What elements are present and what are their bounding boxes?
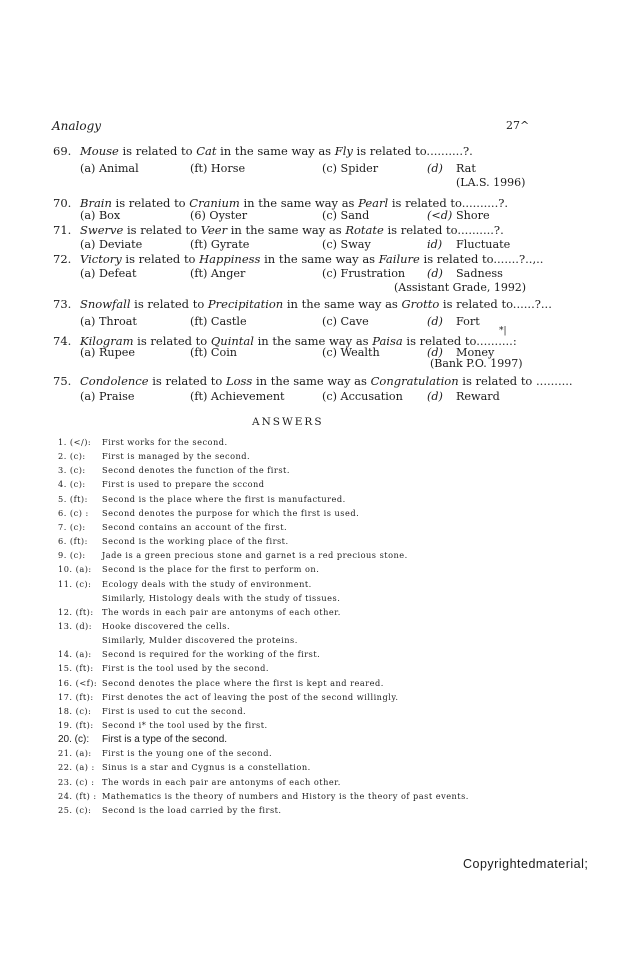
- answer-option: Reward: [456, 390, 500, 403]
- question-text: is related to: [130, 297, 208, 311]
- answer-item: [58, 621, 230, 631]
- question-source: (LA.S. 1996): [456, 176, 526, 189]
- question-text: Failure: [378, 252, 420, 266]
- answer-item: [58, 663, 269, 673]
- answer-key: 24. (ft) :: [58, 790, 97, 801]
- answer-option: (d): [427, 315, 443, 328]
- answer-option: (c) Spider: [322, 162, 379, 175]
- question-text: in the same way as: [283, 297, 402, 311]
- answer-explanation: Similarly, Mulder discovered the proteins.: [102, 635, 298, 646]
- answer-item: [102, 593, 340, 603]
- answer-item: [58, 550, 408, 560]
- answer-option: (<d): [427, 209, 453, 222]
- answer-option: (a) Animal: [80, 162, 139, 175]
- answer-key: 15. (ft):: [58, 663, 94, 674]
- answer-explanation: First is the young one of the second.: [102, 748, 273, 759]
- question-text: Paisa: [372, 334, 403, 348]
- answer-explanation: Second denotes the purpose for which the first is used.: [102, 507, 360, 518]
- question-text: ..........: [532, 374, 573, 388]
- question-number: 73.: [53, 297, 72, 311]
- answer-item: [58, 791, 469, 801]
- question-text: is related to: [118, 144, 197, 158]
- answer-item: [58, 479, 265, 489]
- question-number: 75.: [53, 374, 72, 388]
- question-text: is related to: [352, 144, 427, 158]
- answer-option: (c) Cave: [322, 315, 369, 328]
- answer-explanation: First is a type of the second.: [102, 734, 228, 746]
- answer-option: (c) Sand: [322, 209, 370, 222]
- question-text: Snowfall: [80, 297, 131, 311]
- answer-item: [58, 777, 341, 787]
- answer-option: (ft) Anger: [190, 267, 246, 280]
- answer-key: 18. (c):: [58, 705, 92, 716]
- question-text: Precipitation: [207, 297, 284, 311]
- question-stem: [53, 252, 543, 266]
- question-text: is related to: [383, 223, 458, 237]
- question-text: is related to: [121, 252, 200, 266]
- question-source: (Assistant Grade, 1992): [394, 281, 527, 294]
- answer-explanation: Second denotes the function of the first.: [102, 465, 290, 476]
- answer-option: (a) Rupee: [80, 346, 135, 359]
- question-stem: [53, 223, 504, 237]
- answer-key: 3. (c):: [58, 465, 86, 476]
- answer-key: 14. (a):: [58, 649, 92, 660]
- answer-option: Sadness: [456, 267, 503, 280]
- answer-option: Fort: [456, 315, 480, 328]
- question-text: Fly: [334, 144, 353, 158]
- answer-key: 22. (a) :: [58, 762, 95, 773]
- answer-option: (ft) Coin: [190, 346, 238, 359]
- question-text: in the same way as: [227, 223, 346, 237]
- answer-key: 20. (c):: [58, 734, 90, 746]
- answer-option: (ft) Achievement: [190, 390, 285, 403]
- question-text: ..........?.: [457, 223, 504, 237]
- answer-explanation: The words in each pair are antonyms of each other.: [102, 606, 341, 617]
- answer-option: (ft) Castle: [190, 315, 247, 328]
- answer-explanation: Mathematics is the theory of numbers and History is the theory of past events.: [102, 790, 469, 801]
- question-text: Veer: [200, 223, 228, 237]
- question-text: Condolence: [80, 374, 149, 388]
- question-text: Victory: [80, 252, 122, 266]
- question-text: ..........?.: [461, 196, 509, 210]
- answer-item: [58, 494, 346, 504]
- question-number: 74.: [53, 334, 72, 348]
- question-text: in the same way as: [252, 374, 371, 388]
- answer-option: (c) Sway: [322, 238, 371, 251]
- answer-option: Shore: [456, 209, 490, 222]
- answer-option: Rat: [456, 162, 476, 175]
- answer-key: 21. (a):: [58, 748, 92, 759]
- answer-item: [58, 692, 398, 702]
- answer-item: [58, 748, 272, 758]
- question-text: Mouse: [80, 144, 119, 158]
- question-text: ..........?.: [426, 144, 473, 158]
- answer-item: [58, 649, 320, 659]
- answer-explanation: Second contains an account of the first.: [102, 521, 288, 532]
- answer-item: [58, 607, 341, 617]
- question-number: 72.: [53, 252, 72, 266]
- answer-key: 7. (c):: [58, 521, 86, 532]
- answer-option: (ft) Horse: [190, 162, 246, 175]
- answer-option: (c) Frustration: [322, 267, 406, 280]
- question-text: Swerve: [80, 223, 124, 237]
- question-stem: [53, 196, 508, 210]
- answer-key: 17. (ft):: [58, 691, 94, 702]
- answer-explanation: Hooke discovered the cells.: [102, 620, 231, 631]
- answer-key: 12. (ft):: [58, 606, 94, 617]
- answer-option: (d): [427, 390, 443, 403]
- answer-key: 2. (c):: [58, 451, 86, 462]
- question-stem: [53, 297, 552, 311]
- answer-item: [58, 762, 311, 772]
- answer-option: Fluctuate: [456, 238, 511, 251]
- question-text: in the same way as: [260, 252, 379, 266]
- answer-key: 6. (c) :: [58, 507, 89, 518]
- answer-item: [58, 720, 268, 730]
- answer-explanation: First is used to cut the second.: [102, 705, 247, 716]
- answer-key: 19. (ft):: [58, 720, 94, 730]
- question-text: ..........:: [476, 334, 517, 348]
- answers-heading: ANSWERS: [252, 416, 324, 428]
- answer-explanation: Second i* the tool used by the first.: [102, 720, 268, 730]
- question-text: in the same way as: [253, 334, 373, 348]
- answer-explanation: First denotes the act of leaving the post of the second willingly.: [102, 691, 399, 702]
- answer-key: 9. (c):: [58, 550, 86, 561]
- question-text: Cranium: [189, 196, 240, 210]
- question-text: Loss: [225, 374, 253, 388]
- question-text: Brain: [80, 196, 112, 210]
- question-text: in the same way as: [216, 144, 335, 158]
- question-text: Cat: [196, 144, 217, 158]
- stray-mark: *|: [499, 326, 507, 336]
- answer-key: 13. (d):: [58, 620, 93, 631]
- question-stem: [53, 144, 473, 158]
- question-text: is related to: [458, 374, 533, 388]
- answer-option: (6) Oyster: [190, 209, 248, 222]
- question-text: .......?..,..: [493, 252, 544, 266]
- question-text: Grotto: [401, 297, 440, 311]
- answer-option: (c) Accusation: [322, 390, 403, 403]
- answer-item: [58, 522, 287, 532]
- answer-item: [58, 564, 319, 574]
- answer-item: [58, 508, 359, 518]
- answer-key: 23. (c) :: [58, 776, 95, 787]
- answer-key: 10. (a):: [58, 564, 92, 575]
- page-number: 27^: [506, 119, 530, 132]
- answer-item: [58, 805, 282, 815]
- question-text: Happiness: [199, 252, 261, 266]
- question-text: Pearl: [358, 196, 389, 210]
- answer-explanation: The words in each pair are antonyms of each other.: [102, 776, 341, 787]
- answer-option: (a) Box: [80, 209, 121, 222]
- answer-option: (a) Defeat: [80, 267, 137, 280]
- question-number: 70.: [53, 196, 72, 210]
- answer-key: 5. (ft):: [58, 493, 88, 504]
- answer-explanation: Second is the place for the first to perform on.: [102, 564, 320, 575]
- answer-key: 25. (c):: [58, 804, 92, 815]
- answer-explanation: Second is required for the working of the first.: [102, 649, 321, 660]
- answer-option: (c) Wealth: [322, 346, 380, 359]
- question-text: is related to: [133, 334, 211, 348]
- answer-item: [58, 706, 246, 716]
- answer-key: 6. (ft):: [58, 536, 88, 547]
- question-number: 69.: [53, 144, 72, 158]
- answer-option: Money: [456, 346, 495, 359]
- question-text: Kilogram: [80, 334, 134, 348]
- answer-explanation: Sinus is a star and Cygnus is a constellation.: [102, 762, 311, 773]
- answer-key: 16. (<f):: [58, 677, 98, 688]
- question-text: Congratulation: [370, 374, 459, 388]
- question-text: Quintal: [210, 334, 254, 348]
- answer-item: [58, 465, 290, 475]
- answer-item: [58, 437, 228, 447]
- answer-item: [102, 635, 298, 645]
- answer-explanation: First works for the second.: [102, 437, 228, 447]
- answer-explanation: Ecology deals with the study of environment.: [102, 578, 312, 589]
- answer-item: [58, 734, 227, 745]
- answer-explanation: First is managed by the second.: [102, 451, 251, 462]
- question-text: Rotate: [345, 223, 384, 237]
- answer-explanation: First is the tool used by the second.: [102, 663, 269, 674]
- answer-explanation: Similarly, Histology deals with the study of tissues.: [102, 592, 341, 603]
- question-text: is related to: [148, 374, 226, 388]
- answer-option: (d): [427, 162, 443, 175]
- answer-option: (d): [427, 267, 443, 280]
- question-stem: [53, 374, 573, 388]
- chapter-title: Analogy: [52, 119, 102, 133]
- answer-explanation: First is used to prepare the sccond: [102, 479, 265, 490]
- question-text: is related to: [111, 196, 190, 210]
- answer-explanation: Second is the working place of the first.: [102, 536, 289, 547]
- answer-key: 4. (c):: [58, 479, 86, 490]
- answer-item: [58, 579, 312, 589]
- question-text: is related to: [439, 297, 513, 311]
- answer-option: (a) Praise: [80, 390, 135, 403]
- answer-item: [58, 451, 250, 461]
- answer-explanation: Jade is a green precious stone and garnet is a red precious stone.: [102, 550, 408, 561]
- answer-key: 11. (c):: [58, 578, 92, 589]
- question-text: in the same way as: [239, 196, 359, 210]
- answer-explanation: Second is the place where the first is manufactured.: [102, 493, 346, 504]
- question-text: is related to: [419, 252, 494, 266]
- answer-explanation: Second is the load carried by the first.: [102, 804, 282, 815]
- answer-option: (ft) Gyrate: [190, 238, 250, 251]
- copyright-notice: Copyrightedmaterial;: [463, 857, 589, 871]
- question-number: 71.: [53, 223, 72, 237]
- question-source: (Bank P.O. 1997): [430, 357, 523, 370]
- question-text: is related to: [123, 223, 201, 237]
- answer-option: id): [427, 238, 443, 251]
- answer-item: [58, 536, 289, 546]
- answer-option: (a) Deviate: [80, 238, 143, 251]
- answer-key: 1. (</):: [58, 437, 92, 447]
- question-text: is related to: [402, 334, 477, 348]
- answer-option: (a) Throat: [80, 315, 137, 328]
- question-text: ......?...: [512, 297, 552, 311]
- answer-explanation: Second denotes the place where the first is kept and reared.: [102, 677, 384, 688]
- answer-item: [58, 678, 384, 688]
- answer-option: (d): [427, 346, 443, 359]
- question-text: is related to: [388, 196, 462, 210]
